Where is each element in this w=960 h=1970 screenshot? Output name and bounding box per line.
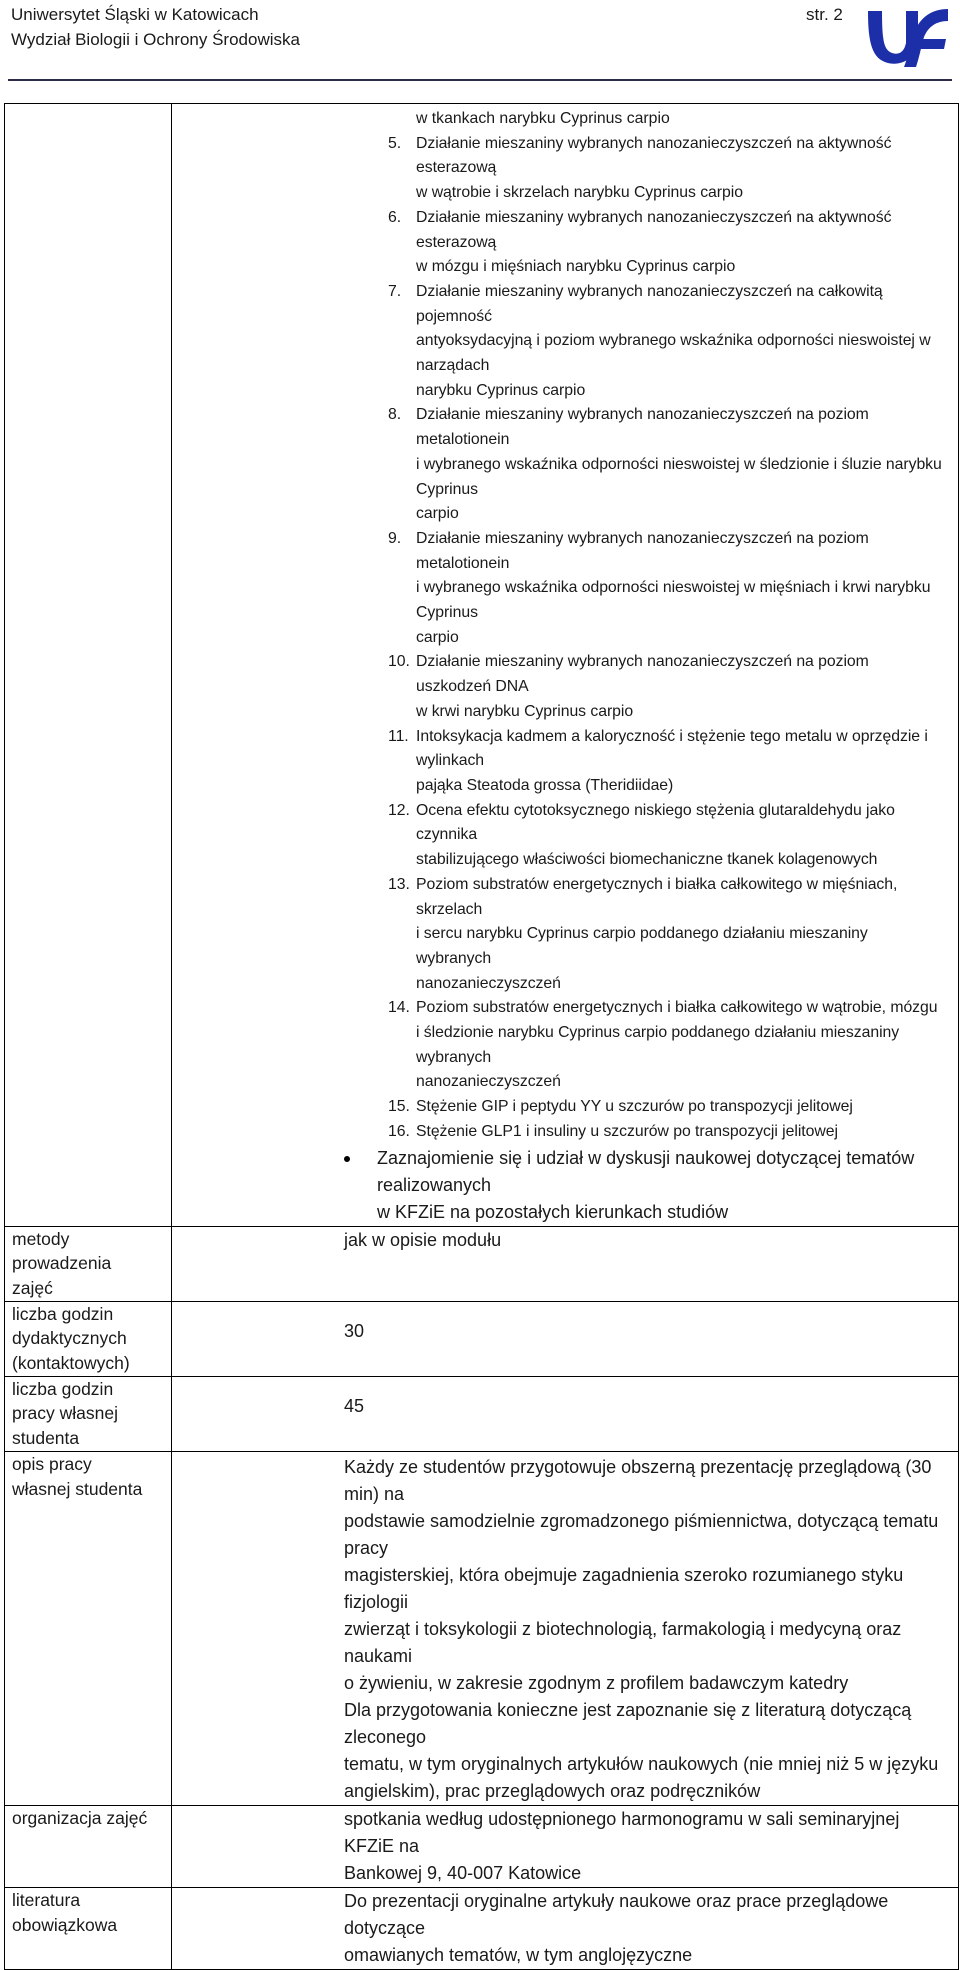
topics-list [172,132,952,1145]
topic-line: Działanie mieszaniny wybranych nanozanieczyszczeń na poziom metalotionein [416,529,869,572]
topic-line: Stężenie GIP i peptydu YY u szczurów po transpozycji jelitowej [416,1098,853,1116]
topic-line: nanozanieczyszczeń [416,974,561,992]
row-value: spotkania według udostępnionego harmonogramu w sali seminaryjnej KFZiE na Bankowej 9, 40-007 Katowice [172,1805,959,1887]
topic-line: Ocena efektu cytotoksycznego niskiego stężenia glutaraldehydu jako czynnika [416,801,895,844]
topic-line: Intoksykacja kadmem a kaloryczność i stężenie tego metalu w oprzędzie i wylinkach [416,727,928,770]
topic-line: stabilizującego właściwości biomechaniczne tkanek kolagenowych [416,851,878,869]
topic-line: Poziom substratów energetycznych i białka całkowitego w wątrobie, mózgu [416,999,938,1017]
row-value: Każdy ze studentów przygotowuje obszerną prezentację przeglądową (30 min) na podstawie samodzielnie zgromadzonego piśmiennictwa, dotyczącą tematu pracy magisterskiej, która obejmuje zagadnienia szeroko rozumianego styku fizjologii zwierząt i toksykologii z biotechnologią, farmakologią i medycyną oraz naukami o żywieniu, w zakresie zgodnym z profilem badawczym katedry Dla przygotowania konieczne jest zapoznanie się z literaturą dotyczącą zleconego tematu, w tym oryginalnych artykułów naukowych (nie mniej niż 5 w języku angielskim), prac przeglądowych oraz podręczników [172,1451,959,1805]
topic-item [172,1095,952,1120]
topic-line: i wybranego wskaźnika odporności nieswoistej w śledzionie i śluzie narybku Cyprinus [416,455,942,498]
row-label: liczba godzin dydaktycznych (kontaktowych) [5,1301,172,1376]
topic-line: narybku Cyprinus carpio [416,381,586,399]
row-value: 30 [172,1301,959,1376]
topic-line: pająka Steatoda grossa (Theridiidae) [416,776,674,794]
topic-item [172,280,952,404]
topic-number: 6. [388,208,402,226]
faculty-name: Wydział Biologii i Ochrony Środowiska [11,30,300,49]
topic-item [172,206,952,280]
row-value: jak w opisie modułu [172,1226,959,1301]
table-row [5,1451,959,1805]
topic-line: w mózgu i mięśniach narybku Cyprinus carpio [416,258,736,276]
topic-number: 13. [388,875,410,893]
topic-line: carpio [416,628,459,646]
topic-item [172,527,952,651]
topic-line: w wątrobie i skrzelach narybku Cyprinus carpio [416,184,743,202]
topic-line: Stężenie GLP1 i insuliny u szczurów po transpozycji jelitowej [416,1122,838,1140]
row-label: liczba godzin pracy własnej studenta [5,1376,172,1451]
row-value: Do prezentacji oryginalne artykuły naukowe oraz prace przeglądowe dotyczące omawianych tematów, w tym anglojęzyczne [172,1887,959,1969]
topic-number: 5. [388,134,402,152]
topic-line: Poziom substratów energetycznych i białka całkowitego w mięśniach, skrzelach [416,875,898,918]
table-row [5,1376,959,1451]
topic-line: Działanie mieszaniny wybranych nanozanieczyszczeń na poziom uszkodzeń DNA [416,653,869,696]
topic-continuation: w tkankach narybku Cyprinus carpio [416,110,670,127]
topic-item [172,873,952,997]
table-row [5,1301,959,1376]
row-value: 45 [172,1376,959,1451]
topic-item [172,1120,952,1145]
topic-line: w krwi narybku Cyprinus carpio [416,702,634,720]
topic-line: Działanie mieszaniny wybranych nanozanieczyszczeń na aktywność esterazową [416,208,892,251]
topic-line: carpio [416,505,459,523]
header-rule [8,79,952,81]
topic-number: 7. [388,282,402,300]
topic-line: Działanie mieszaniny wybranych nanozanieczyszczeń na całkowitą pojemność [416,282,883,325]
topic-number: 12. [388,801,410,819]
topic-number: 8. [388,406,402,424]
bullet-item [172,1145,952,1226]
table-row [5,1805,959,1887]
table-row [5,1887,959,1969]
topic-number: 10. [388,653,410,671]
topic-line: Działanie mieszaniny wybranych nanozanieczyszczeń na poziom metalotionein [416,406,869,449]
row-label: organizacja zajęć [5,1805,172,1887]
topic-item [172,403,952,527]
row-label-empty [5,104,172,1227]
topic-item [172,725,952,799]
bullet-line: Zaznajomienie się i udział w dyskusji naukowej dotyczącej tematów realizowanych [377,1147,915,1195]
university-name: Uniwersytet Śląski w Katowicach [11,5,259,24]
bullet-line: w KFZiE na pozostałych kierunkach studiów [377,1201,729,1222]
topic-line: i wybranego wskaźnika odporności nieswoistej w mięśniach i krwi narybku Cyprinus [416,579,931,622]
topic-line: i sercu narybku Cyprinus carpio poddanego działaniu mieszaniny wybranych [416,925,868,967]
topic-number: 16. [388,1122,410,1140]
table-row [5,104,959,1227]
bullet-dot-icon [344,1156,350,1162]
table-row [5,1226,959,1301]
row-label: opis pracy własnej studenta [5,1451,172,1805]
topic-number: 15. [388,1098,410,1116]
row-label: metody prowadzenia zajęć [5,1226,172,1301]
topic-line: nanozanieczyszczeń [416,1073,561,1091]
row-label: literatura obowiązkowa [5,1887,172,1969]
topic-item [172,799,952,873]
topic-number: 9. [388,529,402,547]
topic-item [172,650,952,724]
module-table [4,103,959,1970]
topic-line: antyoksydacyjną i poziom wybranego wskaźnika odporności nieswoistej w narządach [416,332,931,375]
topic-item [172,132,952,206]
topic-item [172,996,952,1095]
topic-number: 14. [388,999,410,1017]
topics-cell [172,104,959,1227]
page-number: str. 2 [806,5,843,24]
topic-line: Działanie mieszaniny wybranych nanozanieczyszczeń na aktywność esterazową [416,134,892,177]
university-logo [862,3,950,73]
topic-line: i śledzionie narybku Cyprinus carpio poddanego działaniu mieszaniny wybranych [416,1024,900,1066]
topic-number: 11. [388,727,409,745]
